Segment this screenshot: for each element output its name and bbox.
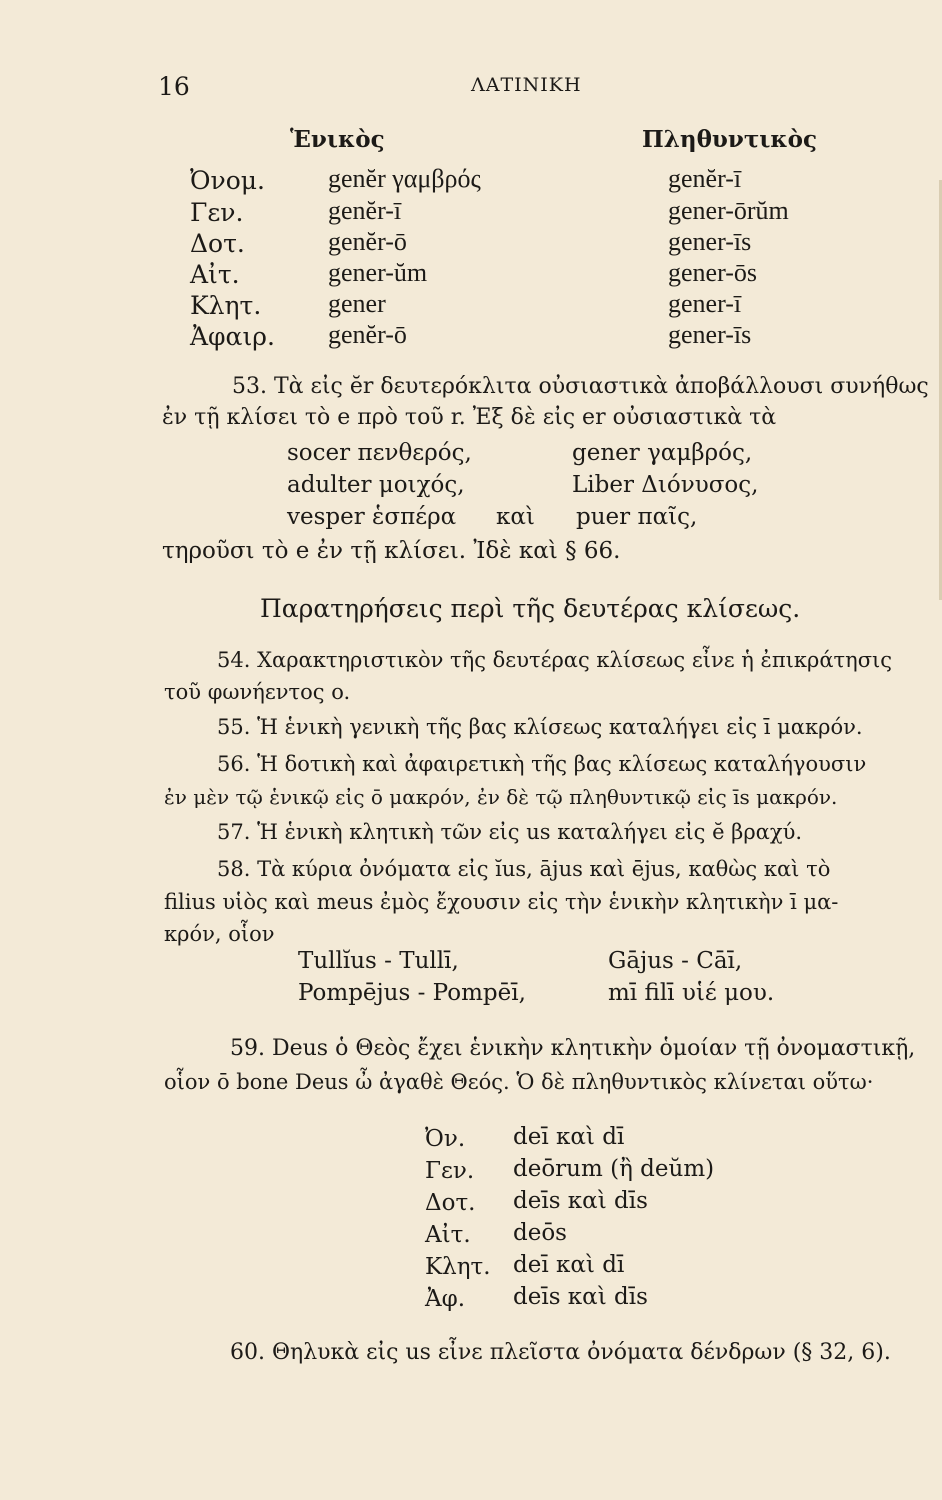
case-label: Αἰτ. [425, 1222, 471, 1248]
paragraph-53-line: τηροῦσι τὸ e ἐν τῇ κλίσει. Ἰδὲ καὶ § 66. [162, 538, 621, 564]
singular-form: genĕr-ō [328, 227, 407, 256]
paragraph-58-line: 58. Τὰ κύρια ὀνόματα εἰς ĭus, ājus καὶ ējus, καθὼς καὶ τὸ [217, 857, 831, 881]
plural-form: gener-ī [668, 289, 742, 318]
plural-form: gener-ōrŭm [668, 196, 789, 225]
plural-heading: Πληθυντικὸς [642, 126, 818, 153]
case-label: Ἀφαιρ. [190, 322, 275, 351]
plural-form: genĕr-ī [668, 164, 742, 193]
paragraph-59-line: 59. Deus ὁ Θεὸς ἔχει ἑνικὴν κλητικὴν ὁμοίαν τῇ ὀνομαστικῇ, [230, 1036, 916, 1061]
paragraph-60: 60. Θηλυκὰ εἰς us εἶνε πλεῖστα ὀνόματα δένδρων (§ 32, 6). [230, 1340, 891, 1365]
case-label: Ἀφ. [425, 1286, 466, 1312]
paragraph-59-line: οἷον ō bone Deus ὦ ἀγαθὲ Θεός. Ὁ δὲ πληθυντικὸς κλίνεται οὕτω· [164, 1070, 874, 1094]
case-label: Γεν. [190, 198, 244, 227]
declined-form: deī καὶ dī [513, 1124, 625, 1150]
plural-form: gener-īs [668, 227, 752, 256]
paragraph-56-line: ἐν μὲν τῷ ἑνικῷ εἰς ō μακρόν, ἐν δὲ τῷ πληθυντικῷ εἰς īs μακρόν. [164, 785, 838, 809]
example-word: Liber Διόνυσος, [572, 472, 759, 498]
paragraph-54-line: 54. Χαρακτηριστικὸν τῆς δευτέρας κλίσεως εἶνε ἡ ἐπικράτησις [217, 648, 893, 672]
example-word: adulter μοιχός, [287, 472, 465, 498]
declined-form: deīs καὶ dīs [513, 1188, 648, 1214]
case-label: Ὀνομ. [190, 166, 265, 195]
example-word: socer πενθερός, [287, 440, 472, 466]
example-word: Gājus - Cāī, [608, 948, 743, 974]
example-word: puer παῖς, [576, 504, 698, 530]
declined-form: deōs [513, 1220, 567, 1246]
paragraph-53-line: 53. Τὰ εἰς ĕr δευτερόκλιτα οὐσιαστικὰ ἀποβάλλουσι συνήθως [232, 374, 929, 399]
paragraph-54-line: τοῦ φωνήεντος o. [164, 680, 351, 704]
paragraph-58-line: filius υἱὸς καὶ meus ἐμὸς ἔχουσιν εἰς τὴν ἑνικὴν κλητικὴν ī μα- [164, 890, 839, 914]
case-label: Γεν. [425, 1158, 475, 1184]
plural-form: gener-ōs [668, 258, 757, 287]
example-conjunction: καὶ [496, 504, 535, 530]
case-label: Κλητ. [425, 1254, 491, 1280]
example-word: mī filī υἱέ μου. [608, 980, 775, 1006]
singular-form: gener-ŭm [328, 258, 428, 287]
paragraph-58-line: κρόν, οἷον [164, 922, 275, 946]
declined-form: deōrum (ἢ deŭm) [513, 1156, 715, 1182]
case-label: Κλητ. [190, 291, 262, 320]
singular-form: genĕr-ō [328, 320, 407, 349]
example-word: gener γαμβρός, [572, 440, 753, 466]
case-label: Δοτ. [190, 229, 245, 258]
declined-form: deī καὶ dī [513, 1252, 625, 1278]
case-label: Ὀν. [425, 1126, 466, 1152]
singular-form: gener [328, 289, 386, 318]
running-title: ΛΑΤΙΝΙΚΗ [471, 74, 582, 96]
singular-heading: Ἑνικὸς [290, 126, 385, 153]
paragraph-57: 57. Ἡ ἑνικὴ κλητικὴ τῶν εἰς us καταλήγει εἰς ĕ βραχύ. [217, 820, 803, 844]
example-word: Tullĭus - Tullī, [298, 948, 459, 974]
section-heading: Παρατηρήσεις περὶ τῆς δευτέρας κλίσεως. [260, 594, 801, 623]
paragraph-55: 55. Ἡ ἑνικὴ γενικὴ τῆς βας κλίσεως καταλήγει εἰς ī μακρόν. [217, 715, 863, 739]
declined-form: deīs καὶ dīs [513, 1284, 648, 1310]
singular-form: genĕr γαμβρός [328, 164, 481, 193]
page-number: 16 [158, 72, 190, 101]
example-word: Pompējus - Pompēī, [298, 980, 526, 1006]
plural-form: gener-īs [668, 320, 752, 349]
case-label: Δοτ. [425, 1190, 476, 1216]
singular-form: genĕr-ī [328, 196, 402, 225]
case-label: Αἰτ. [190, 260, 240, 289]
paragraph-53-line: ἐν τῇ κλίσει τὸ e πρὸ τοῦ r. Ἐξ δὲ εἰς er οὐσιαστικὰ τὰ [162, 405, 777, 430]
example-word: vesper ἑσπέρα [287, 504, 457, 530]
paragraph-56-line: 56. Ἡ δοτικὴ καὶ ἀφαιρετικὴ τῆς βας κλίσεως καταλήγουσιν [217, 752, 867, 776]
